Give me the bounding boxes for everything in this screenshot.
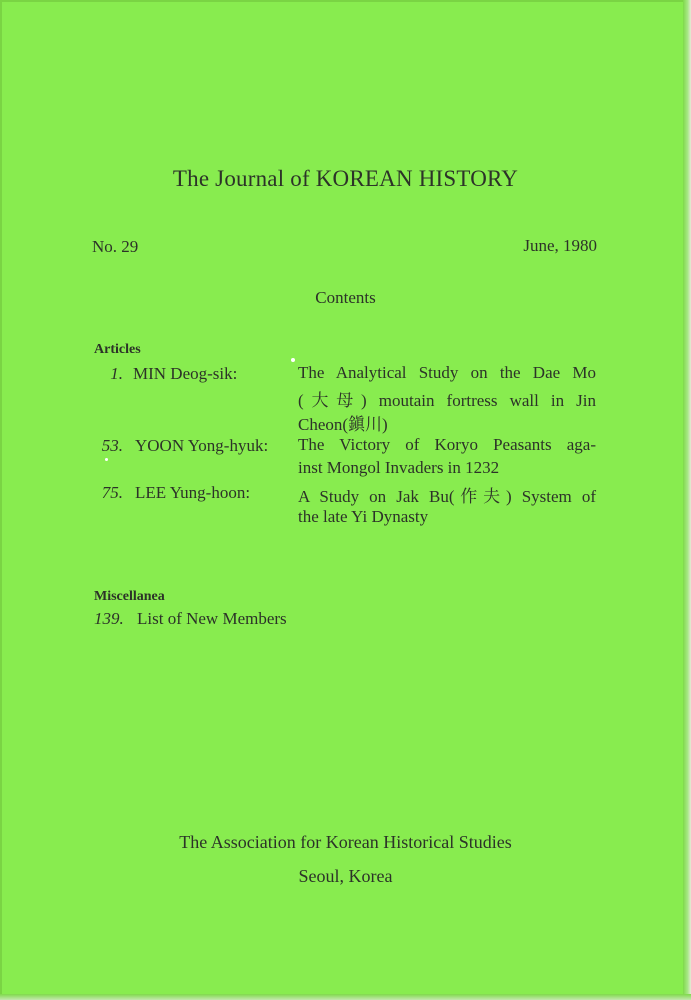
article-author: YOON Yong-hyuk: — [135, 436, 269, 455]
article-page-number: 75. — [101, 483, 123, 502]
issue-date: June, 1980 — [523, 236, 597, 255]
article-title-line: the late Yi Dynasty — [298, 507, 429, 526]
miscellanea-page-number: 139. — [94, 609, 124, 628]
article-title-line: Cheon(鎭川) — [298, 415, 388, 434]
articles-heading: Articles — [94, 342, 141, 357]
paper-speck — [105, 458, 108, 461]
miscellanea-heading: Miscellanea — [94, 589, 165, 604]
article-title-line: A Study on Jak Bu(作夫) System of — [298, 487, 596, 506]
article-title-line: (大母) moutain fortress wall in Jin — [298, 391, 596, 410]
journal-title: The Journal of KOREAN HISTORY — [172, 166, 519, 191]
miscellanea-title: List of New Members — [137, 609, 287, 628]
article-page-number: 1. — [110, 364, 123, 383]
paper-speck — [291, 358, 295, 362]
article-title-line: The Victory of Koryo Peasants aga- — [298, 435, 596, 454]
publisher-place: Seoul, Korea — [298, 866, 393, 886]
publisher-name: The Association for Korean Historical Studies — [179, 832, 512, 852]
article-author: LEE Yung-hoon: — [135, 483, 251, 502]
article-title-line: The Analytical Study on the Dae Mo — [298, 363, 596, 382]
article-page-number: 53. — [101, 436, 123, 455]
article-author: MIN Deog-sik: — [133, 364, 238, 383]
article-title-line: inst Mongol Invaders in 1232 — [298, 458, 500, 477]
cover-edge-bottom — [0, 994, 691, 1000]
contents-heading: Contents — [315, 288, 376, 307]
issue-number: No. 29 — [92, 237, 139, 256]
